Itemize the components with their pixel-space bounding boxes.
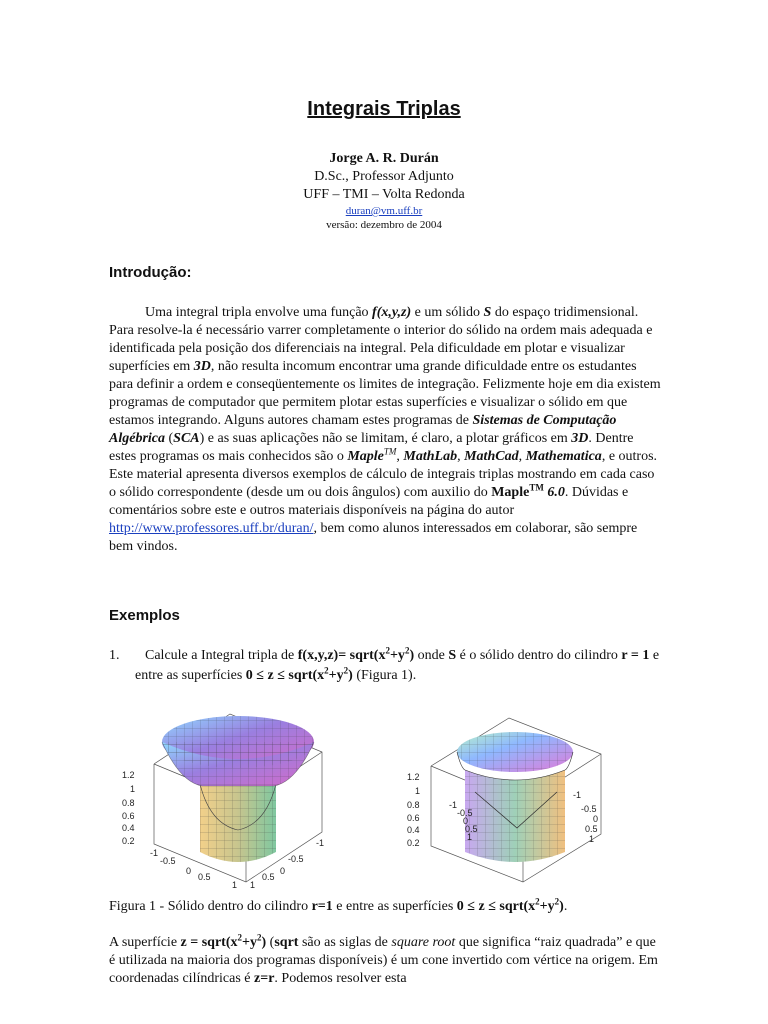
- intro-heading: Introdução:: [109, 264, 192, 281]
- exponent: 2: [535, 896, 540, 907]
- x-tick-label: -0.5: [457, 808, 473, 818]
- maple-version: 6.0: [543, 485, 565, 500]
- formula: +y: [389, 648, 405, 663]
- y-tick-label: 0.5: [262, 872, 275, 882]
- y-tick-label: 0.5: [585, 824, 598, 834]
- text-run: ,: [457, 449, 465, 464]
- formula: 0 ≤ z ≤ sqrt(x: [456, 899, 536, 914]
- figure-1-plot-left: [120, 712, 350, 890]
- item-body: [135, 646, 669, 686]
- intro-paragraph: [109, 304, 661, 556]
- z-tick-label: 1.2: [407, 772, 420, 782]
- text-run: . Dúvidas e comentários sobre este e outros materiais disponíveis na página do autor: [109, 485, 629, 518]
- exponent: 2: [404, 645, 410, 656]
- z-tick-label: 1.2: [122, 770, 135, 780]
- x-tick-label: 1: [232, 880, 238, 890]
- y-tick-label: -0.5: [288, 854, 304, 864]
- text-run: Uma integral tripla envolve uma função: [145, 305, 373, 320]
- term-3d: 3D: [571, 431, 589, 446]
- y-axis-ticks: [573, 790, 598, 844]
- function-symbol: f(x,y,z): [372, 305, 412, 320]
- x-tick-label: -1: [150, 848, 159, 858]
- y-tick-label: -1: [573, 790, 582, 800]
- text-run: e entre as superfícies: [135, 648, 660, 683]
- exponent: 2: [385, 645, 390, 656]
- formula: ): [409, 648, 415, 663]
- text-run: (Figura 1).: [352, 668, 417, 683]
- cone-rim: [457, 732, 573, 772]
- z-axis-ticks: [122, 770, 135, 846]
- exponent: 2: [237, 932, 242, 943]
- exponent: 2: [554, 896, 560, 907]
- term-mathcad: MathCad: [464, 449, 519, 464]
- formula: z = sqrt(x: [180, 935, 238, 950]
- formula: r = 1: [621, 648, 650, 663]
- y-tick-label: 1: [589, 834, 595, 844]
- solid-symbol: S: [448, 648, 457, 663]
- text-run: é o sólido dentro do cilindro: [456, 648, 622, 663]
- text-run: (: [165, 431, 174, 446]
- author-affiliation: UFF – TMI – Volta Redonda: [303, 187, 465, 202]
- author-name: Jorge A. R. Durán: [329, 151, 439, 166]
- x-tick-label: -0.5: [160, 856, 176, 866]
- term-sqrt: sqrt: [274, 935, 299, 950]
- item-number: 1.: [109, 648, 120, 663]
- text-run: , e outros. Este material apresenta diversos exemplos de cálculo de integrais triplas mostrando em cada caso o sólido correspondente (desde um ou dois ângulos) com auxilio do: [109, 449, 658, 500]
- formula: 0 ≤ z ≤ sqrt(x: [245, 668, 325, 683]
- text-run: ,: [396, 449, 404, 464]
- text-run: são as siglas de: [298, 935, 392, 950]
- body-paragraph: [109, 934, 661, 988]
- term-3d: 3D: [193, 359, 211, 374]
- z-tick-label: 0.8: [122, 798, 135, 808]
- exponent: 2: [256, 932, 262, 943]
- x-tick-label: 1: [467, 832, 473, 842]
- text-run: que significa “raiz quadrada” e que é utilizada na maioria dos programas disponíveis) é um cone invertido com vértice na origem. Em coordenadas cilíndricas é: [109, 935, 658, 986]
- text-run: (: [266, 935, 275, 950]
- formula: ): [559, 899, 564, 914]
- author-block: [0, 150, 768, 233]
- exponent: 2: [343, 665, 349, 676]
- formula: f(x,y,z)= sqrt(x: [297, 648, 386, 663]
- figure-1-plot-right: [405, 712, 625, 890]
- text-run: e um sólido: [411, 305, 484, 320]
- author-email-link[interactable]: duran@vm.uff.br: [345, 205, 423, 217]
- z-tick-label: 1: [130, 784, 136, 794]
- page-title: Integrais Triplas: [307, 98, 461, 120]
- x-tick-label: 0: [186, 866, 192, 876]
- formula: r=1: [311, 899, 333, 914]
- solid-symbol: S: [483, 305, 492, 320]
- text-run: . Dentre estes programas os mais conhecidos são o: [109, 431, 634, 464]
- z-tick-label: 0.2: [407, 838, 420, 848]
- formula: z=r: [254, 971, 275, 986]
- x-tick-label: -1: [449, 800, 458, 810]
- z-axis-ticks: [407, 772, 420, 848]
- term-square-root: square root: [391, 935, 456, 950]
- term-mathlab: MathLab: [403, 449, 458, 464]
- version-date: versão: dezembro de 2004: [326, 219, 442, 231]
- text-run: onde: [414, 648, 449, 663]
- z-tick-label: 1: [415, 786, 421, 796]
- text-run: , não resulta incomum encontrar uma grande dificuldade entre os estudantes para definir a ordem e conseqüentemente os limites de integração. Felizmente hoje em dia existem programas de computador que permitem plotar estas superfícies e visualizar o sólido em que estamos integrando. Alguns autores chamam estes programas de: [109, 359, 661, 428]
- author-website-link[interactable]: http://www.professores.uff.br/duran/: [109, 521, 314, 536]
- z-tick-label: 0.6: [122, 811, 135, 821]
- z-tick-label: 0.4: [122, 823, 135, 833]
- exponent: 2: [324, 665, 329, 676]
- x-tick-label: 0.5: [465, 824, 478, 834]
- text-run: , bem como alunos interessados em colaborar, são sempre bem vindos.: [109, 521, 638, 554]
- term-mathematica: Mathematica: [525, 449, 602, 464]
- y-tick-label: 1: [250, 880, 256, 890]
- author-role: D.Sc., Professor Adjunto: [314, 169, 454, 184]
- figure-1-caption: [109, 898, 669, 916]
- y-tick-label: 0: [280, 866, 286, 876]
- z-tick-label: 0.6: [407, 813, 420, 823]
- z-tick-label: 0.4: [407, 825, 420, 835]
- z-tick-label: 0.8: [407, 800, 420, 810]
- z-tick-label: 0.2: [122, 836, 135, 846]
- x-tick-label: 0.5: [198, 872, 211, 882]
- text-run: Figura 1 - Sólido dentro do cilindro: [109, 899, 312, 914]
- formula: +y: [242, 935, 257, 950]
- text-run: ) e as suas aplicações não se limitam, é claro, a plotar gráficos em: [199, 431, 572, 446]
- cylinder-wall: [200, 784, 276, 862]
- text-run: . Podemos resolver esta: [274, 971, 407, 986]
- text-run: do espaço tridimensional. Para resolve-la é necessário varrer completamente o interior do sólido na ordem mais adequada e identificada pela posição dos diferenciais na integral. Pela dificuldade em plotar e visualizar superfícies em: [109, 305, 653, 374]
- text-run: .: [563, 899, 568, 914]
- y-tick-label: -0.5: [581, 804, 597, 814]
- term-maple: Maple: [491, 485, 530, 500]
- formula: ): [348, 668, 353, 683]
- term-sca-full: Sistemas de Computação Algébrica: [109, 413, 617, 446]
- text-run: A superfície: [109, 935, 181, 950]
- examples-heading: Exemplos: [109, 607, 180, 624]
- trademark: TM: [529, 482, 544, 493]
- y-tick-label: 0: [593, 814, 599, 824]
- formula: +y: [328, 668, 344, 683]
- text-run: Calcule a Integral tripla de: [145, 648, 298, 663]
- formula: ): [261, 935, 267, 950]
- term-sca: SCA: [173, 431, 200, 446]
- formula: +y: [539, 899, 555, 914]
- x-tick-label: 0: [463, 816, 469, 826]
- term-maple: Maple: [347, 449, 384, 464]
- trademark: TM: [383, 446, 397, 457]
- text-run: e entre as superfícies: [332, 899, 457, 914]
- text-run: ,: [518, 449, 526, 464]
- example-item-1: [109, 646, 669, 686]
- cone-surface: [162, 716, 314, 786]
- y-tick-label: -1: [316, 838, 325, 848]
